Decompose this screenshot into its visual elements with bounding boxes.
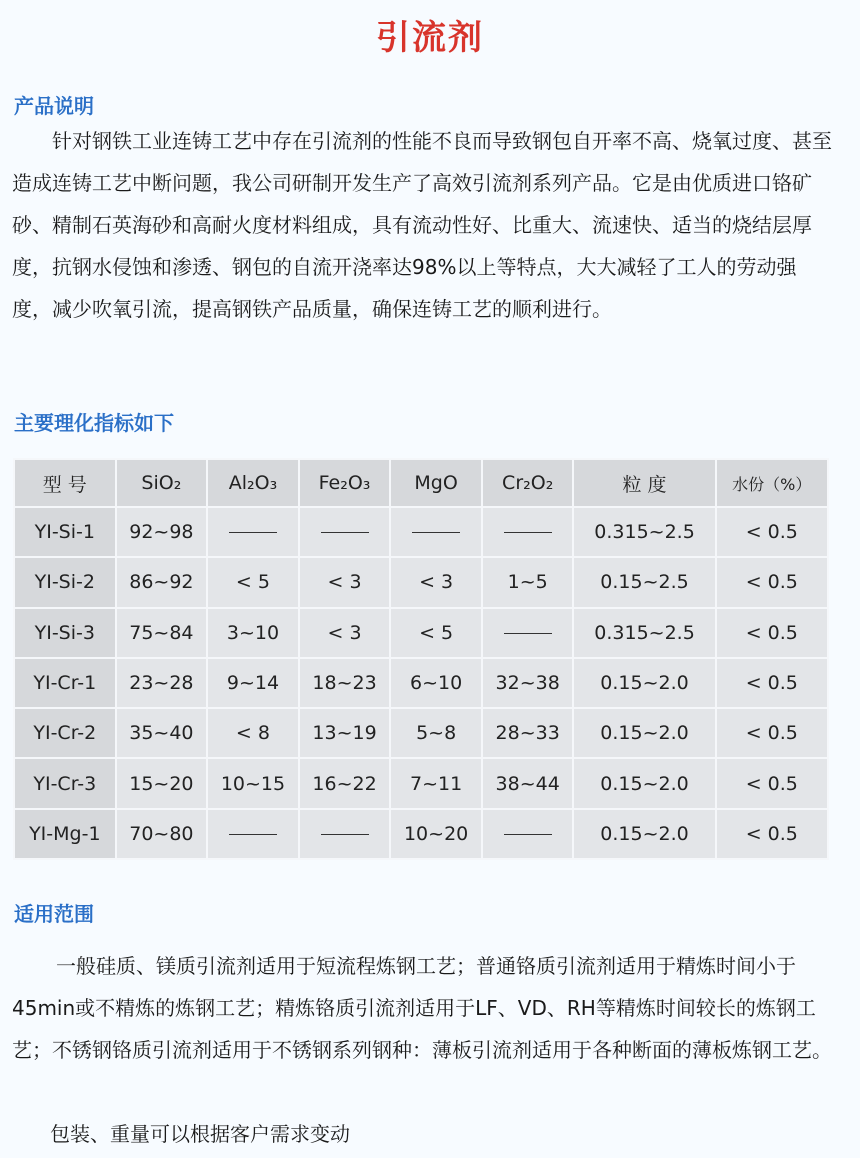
table-cell: 3~10 [208,609,298,657]
table-cell: < 3 [300,609,390,657]
header-sio2: SiO₂ [117,460,207,506]
table-cell: 6~10 [391,659,481,707]
dash-mark [412,532,460,533]
table-cell: 92~98 [117,508,207,556]
table-row [15,558,827,606]
table-cell [300,810,390,858]
description-paragraph [12,120,832,330]
table-cell-model: YI-Cr-3 [15,759,115,807]
header-moisture: 水份（%） [717,460,827,506]
table-cell: < 0.5 [717,759,827,807]
table-cell-model: YI-Si-3 [15,609,115,657]
table-cell [483,810,573,858]
table-cell: 0.315~2.5 [574,609,714,657]
table-cell: 10~20 [391,810,481,858]
spec-heading: 主要理化指标如下 [14,411,174,435]
header-al2o3: Al₂O₃ [208,460,298,506]
table-cell [208,508,298,556]
table-cell: < 3 [391,558,481,606]
table-cell: 75~84 [117,609,207,657]
dash-mark [504,633,552,634]
description-heading: 产品说明 [14,94,94,118]
table-cell: < 0.5 [717,659,827,707]
table-cell [391,508,481,556]
table-cell: < 5 [391,609,481,657]
table-cell-model: YI-Cr-1 [15,659,115,707]
table-row [15,659,827,707]
table-cell-model: YI-Cr-2 [15,709,115,757]
table-cell: < 0.5 [717,609,827,657]
table-cell: 38~44 [483,759,573,807]
table-cell: 0.15~2.0 [574,709,714,757]
table-cell: < 3 [300,558,390,606]
table-cell [300,508,390,556]
table-cell: 86~92 [117,558,207,606]
table-cell: 7~11 [391,759,481,807]
table-cell: 0.315~2.5 [574,508,714,556]
table-cell: 23~28 [117,659,207,707]
header-model: 型 号 [15,460,115,506]
dash-mark [504,834,552,835]
table-row [15,810,827,858]
table-row [15,709,827,757]
table-cell: 0.15~2.5 [574,558,714,606]
header-granularity: 粒 度 [574,460,714,506]
table-cell: 0.15~2.0 [574,759,714,807]
table-cell: 70~80 [117,810,207,858]
table-cell: 16~22 [300,759,390,807]
table-cell: 0.15~2.0 [574,810,714,858]
table-cell: 10~15 [208,759,298,807]
header-mgo: MgO [391,460,481,506]
dash-mark [229,532,277,533]
table-cell: 15~20 [117,759,207,807]
header-cr2o2: Cr₂O₂ [483,460,573,506]
table-cell: 18~23 [300,659,390,707]
header-fe2o3: Fe₂O₃ [300,460,390,506]
packaging-note: 包装、重量可以根据客户需求变动 [50,1122,350,1146]
table-row [15,508,827,556]
page-title: 引流剂 [376,18,484,58]
table-cell: < 0.5 [717,558,827,606]
dash-mark [229,834,277,835]
table-body [15,508,827,858]
table-cell: 5~8 [391,709,481,757]
table-cell: < 0.5 [717,810,827,858]
usage-heading: 适用范围 [14,902,94,926]
table-cell: < 0.5 [717,709,827,757]
table-row [15,609,827,657]
table-cell [208,810,298,858]
table-row [15,759,827,807]
dash-mark [321,834,369,835]
table-cell: < 0.5 [717,508,827,556]
table-cell: 1~5 [483,558,573,606]
table-cell: 9~14 [208,659,298,707]
dash-mark [504,532,552,533]
description-text: 针对钢铁工业连铸工艺中存在引流剂的性能不良而导致钢包自开率不高、烧氧过度、甚至造成连铸工艺中断问题，我公司研制开发生产了高效引流剂系列产品。它是由优质进口铬矿砂、精制石英海砂和高耐火度材料组成，具有流动性好、比重大、流速快、适当的烧结层厚度，抗钢水侵蚀和渗透、钢包的自流开浇率达98%以上等特点，大大减轻了工人的劳动强度，减少吹氧引流，提高钢铁产品质量，确保连铸工艺的顺利进行。 [12,129,832,321]
table-header-row [15,460,827,506]
usage-paragraph [12,945,832,1071]
table-cell: 0.15~2.0 [574,659,714,707]
table-cell [483,609,573,657]
table-cell: < 5 [208,558,298,606]
dash-mark [321,532,369,533]
table-cell: 32~38 [483,659,573,707]
table-cell-model: YI-Si-1 [15,508,115,556]
table-cell-model: YI-Mg-1 [15,810,115,858]
spec-table [13,458,829,860]
table-cell: < 8 [208,709,298,757]
usage-text: 一般硅质、镁质引流剂适用于短流程炼钢工艺；普通铬质引流剂适用于精炼时间小于45min或不精炼的炼钢工艺；精炼铬质引流剂适用于LF、VD、RH等精炼时间较长的炼钢工艺；不锈钢铬质引流剂适用于不锈钢系列钢种：薄板引流剂适用于各种断面的薄板炼钢工艺。 [12,954,832,1062]
table-cell: 28~33 [483,709,573,757]
table-cell-model: YI-Si-2 [15,558,115,606]
table-cell [483,508,573,556]
table-cell: 13~19 [300,709,390,757]
table-cell: 35~40 [117,709,207,757]
